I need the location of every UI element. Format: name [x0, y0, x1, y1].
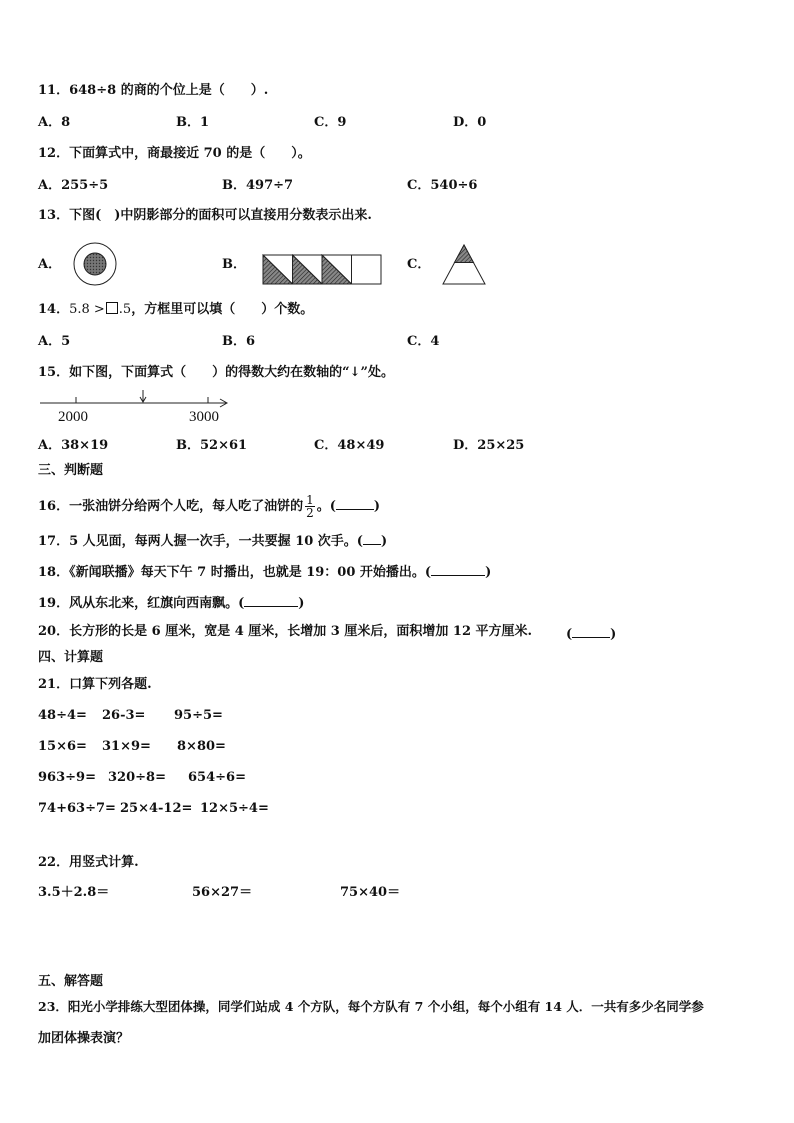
q17-answer-blank[interactable]: [363, 531, 381, 545]
q21-r3-c1: 963÷9=: [38, 770, 96, 785]
q14-option-c: C．4: [407, 334, 440, 349]
q16-fraction-numerator: 1: [306, 493, 314, 507]
q21-r2-c1: 15×6=: [38, 739, 87, 754]
q19-text: 19．风从东北来，红旗向西南飘。(: [38, 596, 245, 611]
q12-option-a: A．255÷5: [38, 178, 109, 193]
q12-option-c: C．540÷6: [407, 178, 478, 193]
q20-open: (: [566, 627, 573, 642]
q13-text: 13．下图( )中阴影部分的面积可以直接用分数表示出来.: [38, 208, 372, 223]
q15-text: 15．如下图，下面算式（ ）的得数大约在数轴的“↓”处。: [38, 365, 394, 380]
q23-line-2: 加团体操表演？: [38, 1031, 130, 1046]
q16-fraction-denominator: 2: [306, 506, 314, 520]
q15-option-c: C．48×49: [314, 438, 385, 453]
q16-text: 16．一张油饼分给两个人吃，每人吃了油饼的: [38, 499, 304, 514]
q20-close: ): [610, 627, 617, 642]
section-5-heading: 五、解答题: [38, 974, 104, 989]
q15-axis-label-3000: 3000: [189, 409, 219, 425]
q17-close: ): [380, 534, 388, 549]
q15-option-d: D．25×25: [453, 438, 525, 453]
q14-inequality: 5.8 >: [69, 302, 105, 317]
q20-answer: [566, 624, 616, 643]
q15-axis-label-2000: 2000: [58, 409, 88, 425]
q11-text: 11．648÷8 的商的个位上是（ ）.: [38, 83, 269, 98]
q22-text: 22．用竖式计算.: [38, 855, 139, 870]
q21-r1-c3: 95÷5=: [174, 708, 223, 723]
q21-r1-c2: 26-3=: [102, 708, 146, 723]
q21-r4-c1: 74+63÷7=: [38, 801, 116, 816]
q21-r2-c2: 31×9=: [102, 739, 151, 754]
q21-r2-c3: 8×80=: [177, 739, 226, 754]
q18-close: ): [485, 565, 492, 580]
q14-blank-box: [106, 302, 118, 314]
q18-text: 18．《新闻联播》每天下午 7 时播出，也就是 19：00 开始播出。(: [38, 565, 432, 580]
q22-item-3: 75×40＝: [340, 885, 401, 900]
q11-option-d: D．0: [453, 115, 487, 130]
q21-r3-c3: 654÷6=: [188, 770, 246, 785]
q21-r4-c2: 25×4-12=: [120, 801, 193, 816]
section-4-heading: 四、计算题: [38, 650, 104, 665]
q13-option-a-label: A．: [38, 257, 62, 272]
q19-line: [38, 593, 304, 612]
q17-text: 17．5 人见面，每两人握一次手，一共要握 10 次手。(: [38, 534, 363, 549]
q21-r1-c1: 48÷4=: [38, 708, 87, 723]
section-3-heading: 三、判断题: [38, 463, 104, 478]
q14-number: 14．: [38, 302, 70, 317]
q15-option-b: B．52×61: [176, 438, 248, 453]
q20-answer-blank[interactable]: [572, 624, 610, 638]
q21-text: 21．口算下列各题.: [38, 677, 152, 692]
q13-figure-a-concentric-circles: [71, 241, 119, 287]
q14-box-suffix: .5: [118, 302, 132, 317]
q19-answer-blank[interactable]: [244, 593, 298, 607]
q19-close: ): [298, 596, 305, 611]
q18-line: [38, 562, 491, 581]
q16-answer-blank[interactable]: [336, 496, 374, 510]
q11-option-c: C．9: [314, 115, 347, 130]
q14-option-b: B．6: [222, 334, 256, 349]
q12-text: 12．下面算式中，商最接近 70 的是（ ）。: [38, 146, 311, 161]
q21-r3-c2: 320÷8=: [108, 770, 166, 785]
q16-fraction: [305, 494, 315, 519]
q16-suffix: 。(: [316, 499, 336, 514]
q17-line: [38, 531, 387, 550]
q11-option-a: A．8: [38, 115, 71, 130]
q20-text: 20．长方形的长是 6 厘米，宽是 4 厘米，长增加 3 厘米后，面积增加 12 平方厘米.: [38, 624, 533, 639]
q11-option-b: B．1: [176, 115, 210, 130]
q14-line: [38, 302, 313, 318]
q21-r4-c3: 12×5÷4=: [200, 801, 269, 816]
q13-figure-b-strip: [262, 254, 384, 286]
q14-option-a: A．5: [38, 334, 71, 349]
q23-line-1: 23．阳光小学排练大型团体操，同学们站成 4 个方队，每个方队有 7 个小组，每个小组有 14 人．一共有多少名同学参: [38, 999, 704, 1014]
q13-figure-c-triangle: [441, 243, 487, 285]
q12-option-b: B．497÷7: [222, 178, 294, 193]
q22-item-1: 3.5＋2.8＝: [38, 885, 110, 900]
q22-item-2: 56×27＝: [192, 885, 253, 900]
q13-option-b-label: B．: [222, 257, 246, 272]
q16-close: ): [373, 499, 381, 514]
q16-line: [38, 494, 380, 519]
q18-answer-blank[interactable]: [431, 562, 485, 576]
q15-option-a: A．38×19: [38, 438, 109, 453]
q14-text: ，方框里可以填（ ）个数。: [131, 302, 314, 317]
q13-option-c-label: C．: [407, 257, 431, 272]
